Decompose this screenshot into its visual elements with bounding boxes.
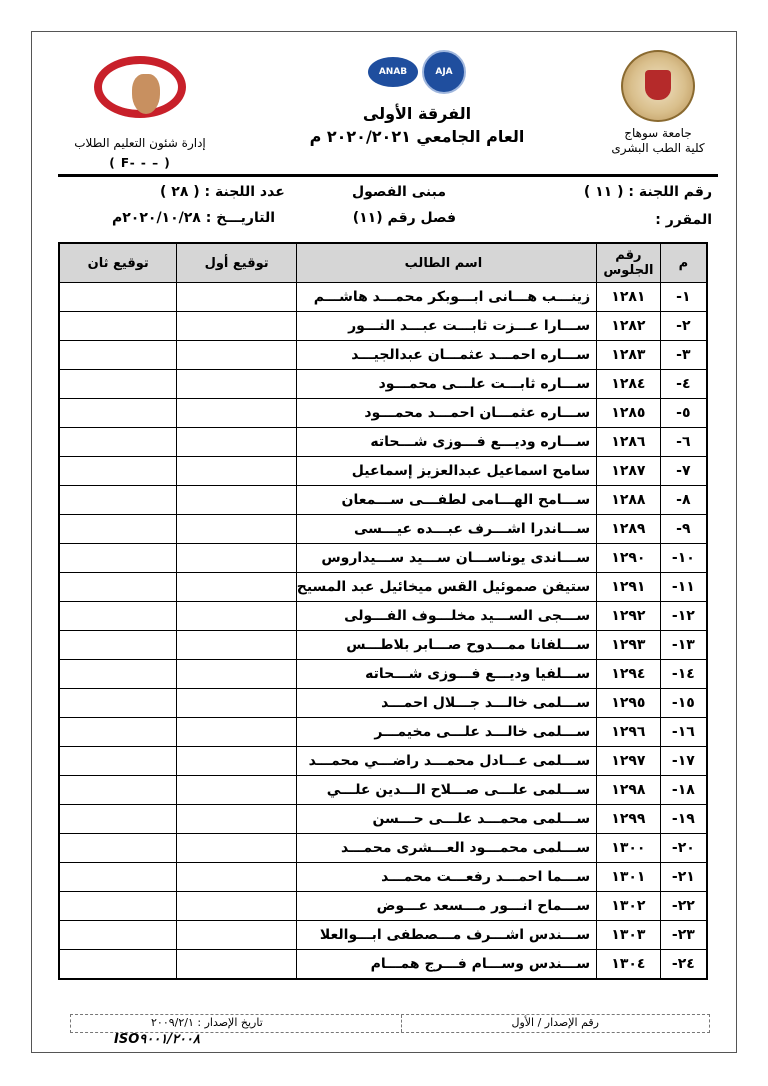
table-row — [59, 283, 707, 312]
row-index: ٧- — [660, 457, 707, 486]
iso-certification: ISO٩٠٠١/٢٠٠٨ — [114, 1032, 200, 1047]
seat-number: ١٢٩٤ — [597, 660, 661, 689]
first-signature-cell — [177, 457, 296, 486]
table-row — [59, 834, 707, 863]
student-name: ســـاندرا اشـــرف عبـــده عيـــسى — [296, 515, 596, 544]
student-name: سامح اسماعيل عبدالعزيز إسماعيل — [296, 457, 596, 486]
student-name: ســـاندى يوناســـان ســـيد ســـيداروس — [296, 544, 596, 573]
first-signature-cell — [177, 341, 296, 370]
row-index: ٢١- — [660, 863, 707, 892]
second-signature-cell — [59, 370, 177, 399]
table-row — [59, 399, 707, 428]
second-signature-cell — [59, 283, 177, 312]
second-signature-cell — [59, 660, 177, 689]
table-row — [59, 892, 707, 921]
second-signature-cell — [59, 892, 177, 921]
row-index: ٢٣- — [660, 921, 707, 950]
seat-number: ١٢٩٠ — [597, 544, 661, 573]
second-signature-cell — [59, 486, 177, 515]
seat-number: ١٢٩٨ — [597, 776, 661, 805]
table-row — [59, 544, 707, 573]
table-row — [59, 950, 707, 980]
student-name: ســـجى الســـيد مخلـــوف الفـــولى — [296, 602, 596, 631]
seat-number: ١٢٨٥ — [597, 399, 661, 428]
row-index: ١١- — [660, 573, 707, 602]
table-body — [59, 283, 707, 980]
seat-number: ١٣٠٤ — [597, 950, 661, 980]
row-index: ١٦- — [660, 718, 707, 747]
seat-number: ١٢٨٩ — [597, 515, 661, 544]
row-index: ٩- — [660, 515, 707, 544]
student-name: ســـاره ثابـــت علـــى محمـــود — [296, 370, 596, 399]
course-label: المقرر : — [655, 212, 712, 228]
table-row — [59, 660, 707, 689]
row-index: ٢٠- — [660, 834, 707, 863]
second-signature-cell — [59, 515, 177, 544]
first-signature-cell — [177, 283, 296, 312]
header — [32, 32, 736, 172]
row-index: ٤- — [660, 370, 707, 399]
second-signature-cell — [59, 457, 177, 486]
second-signature-cell — [59, 921, 177, 950]
table-row — [59, 689, 707, 718]
administration-name: إدارة شئون التعليم الطلاب — [74, 136, 206, 150]
building-name: مبنى الفصول — [352, 184, 446, 200]
second-signature-cell — [59, 950, 177, 980]
student-name: ســـماح انـــور مـــسعد عـــوض — [296, 892, 596, 921]
table-row — [59, 515, 707, 544]
student-name: ســـلمى خالـــد جـــلال احمـــد — [296, 689, 596, 718]
table-row — [59, 428, 707, 457]
seat-number: ١٣٠١ — [597, 863, 661, 892]
seat-number: ١٢٩٩ — [597, 805, 661, 834]
table-row — [59, 863, 707, 892]
table-row — [59, 312, 707, 341]
second-signature-cell — [59, 341, 177, 370]
administration-block — [60, 52, 220, 170]
first-signature-cell — [177, 399, 296, 428]
seat-number: ١٢٩٥ — [597, 689, 661, 718]
student-name: ســـامح الهـــامى لطفـــى ســـمعان — [296, 486, 596, 515]
student-name: ســـاره احمـــد عثمـــان عبدالجيـــد — [296, 341, 596, 370]
first-signature-cell — [177, 950, 296, 980]
seat-number: ١٢٨٦ — [597, 428, 661, 457]
first-signature-cell — [177, 921, 296, 950]
first-signature-cell — [177, 689, 296, 718]
first-signature-cell — [177, 602, 296, 631]
student-name: ســـما احمـــد رفعـــت محمـــد — [296, 863, 596, 892]
second-signature-cell — [59, 805, 177, 834]
row-index: ١- — [660, 283, 707, 312]
seat-number: ١٣٠٣ — [597, 921, 661, 950]
student-name: ســـاره عثمـــان احمـــد محمـــود — [296, 399, 596, 428]
faculty-name: كلية الطب البشرى — [611, 141, 705, 155]
first-signature-cell — [177, 747, 296, 776]
seat-number: ١٢٨٨ — [597, 486, 661, 515]
row-index: ١٠- — [660, 544, 707, 573]
student-name: ســـلمى خالـــد علـــى مخيمـــر — [296, 718, 596, 747]
form-code: ( F- - – ) — [109, 156, 171, 170]
exam-date: التاريـــخ : ٢٠٢٠/١٠/٢٨م — [112, 210, 275, 226]
table-row — [59, 457, 707, 486]
committee-count: عدد اللجنة : ( ٢٨ ) — [160, 184, 285, 200]
seat-number: ١٢٩٧ — [597, 747, 661, 776]
seat-number: ١٢٩١ — [597, 573, 661, 602]
seat-number: ١٢٨٤ — [597, 370, 661, 399]
row-index: ٨- — [660, 486, 707, 515]
seat-number: ١٢٨١ — [597, 283, 661, 312]
student-name: ســـاره وديـــع فـــوزى شـــحاته — [296, 428, 596, 457]
seat-number: ١٣٠٢ — [597, 892, 661, 921]
first-signature-cell — [177, 863, 296, 892]
second-signature-cell — [59, 428, 177, 457]
committee-info — [32, 184, 736, 244]
header-first-signature: توقيع أول — [177, 243, 296, 283]
student-name: ســـندس وســـام فـــرج همـــام — [296, 950, 596, 980]
student-name: ســـلمى محمـــد علـــى حـــسن — [296, 805, 596, 834]
row-index: ٢- — [660, 312, 707, 341]
header-divider — [58, 174, 718, 177]
second-signature-cell — [59, 747, 177, 776]
header-index: م — [660, 243, 707, 283]
student-name: ســـلفيا وديـــع فـــوزى شـــحاته — [296, 660, 596, 689]
second-signature-cell — [59, 834, 177, 863]
first-signature-cell — [177, 312, 296, 341]
first-signature-cell — [177, 834, 296, 863]
student-name: ســـلمى عـــادل محمـــد راضـــي محمـــد — [296, 747, 596, 776]
row-index: ١٨- — [660, 776, 707, 805]
first-signature-cell — [177, 718, 296, 747]
first-signature-cell — [177, 370, 296, 399]
seat-number: ١٣٠٠ — [597, 834, 661, 863]
academic-year: العام الجامعي ٢٠٢٠/٢٠٢١ م — [309, 127, 525, 146]
first-signature-cell — [177, 776, 296, 805]
table-row — [59, 776, 707, 805]
student-name: ستيفن صموئيل القس ميخائيل عبد المسيح — [296, 573, 596, 602]
seat-number: ١٢٩٢ — [597, 602, 661, 631]
table-row — [59, 370, 707, 399]
university-name: جامعة سوهاج — [624, 126, 692, 140]
row-index: ١٩- — [660, 805, 707, 834]
row-index: ٦- — [660, 428, 707, 457]
header-second-signature: توقيع ثان — [59, 243, 177, 283]
anab-badge-icon: ANAB — [368, 57, 418, 87]
row-index: ٢٢- — [660, 892, 707, 921]
second-signature-cell — [59, 863, 177, 892]
committee-number: رقم اللجنة : ( ١١ ) — [583, 184, 712, 200]
edition-number: رقم الإصدار / الأول — [511, 1016, 599, 1029]
table-row — [59, 341, 707, 370]
seat-number: ١٢٨٣ — [597, 341, 661, 370]
first-signature-cell — [177, 515, 296, 544]
faculty-block — [608, 50, 708, 156]
second-signature-cell — [59, 602, 177, 631]
first-signature-cell — [177, 573, 296, 602]
classroom-number: فصل رقم (١١) — [352, 210, 456, 226]
seat-number: ١٢٩٦ — [597, 718, 661, 747]
second-signature-cell — [59, 689, 177, 718]
year-level: الفرقة الأولى — [362, 104, 472, 123]
second-signature-cell — [59, 573, 177, 602]
header-center — [287, 50, 547, 146]
second-signature-cell — [59, 544, 177, 573]
table-row — [59, 573, 707, 602]
student-name: ســـندس اشـــرف مـــصطفى ابـــوالعلا — [296, 921, 596, 950]
second-signature-cell — [59, 631, 177, 660]
aja-badge-icon: AJA — [422, 50, 466, 94]
page-frame — [31, 31, 737, 1053]
first-signature-cell — [177, 805, 296, 834]
faculty-logo-icon — [80, 52, 200, 130]
table-header-row — [59, 243, 707, 283]
first-signature-cell — [177, 486, 296, 515]
first-signature-cell — [177, 660, 296, 689]
row-index: ١٥- — [660, 689, 707, 718]
first-signature-cell — [177, 892, 296, 921]
issue-date: تاريخ الإصدار : ٢٠٠٩/٢/١ — [151, 1016, 263, 1029]
table-row — [59, 486, 707, 515]
table-row — [59, 921, 707, 950]
row-index: ٣- — [660, 341, 707, 370]
seat-number: ١٢٨٧ — [597, 457, 661, 486]
row-index: ١٢- — [660, 602, 707, 631]
seat-number: ١٢٩٣ — [597, 631, 661, 660]
second-signature-cell — [59, 718, 177, 747]
row-index: ١٣- — [660, 631, 707, 660]
header-student-name: اسم الطالب — [296, 243, 596, 283]
header-seat-number: رقم الجلوس — [597, 243, 661, 283]
second-signature-cell — [59, 312, 177, 341]
row-index: ١٤- — [660, 660, 707, 689]
document-footer — [70, 1014, 710, 1033]
table-row — [59, 631, 707, 660]
student-name: زينـــب هـــانى ابـــوبكر محمـــد هاشـــم — [296, 283, 596, 312]
row-index: ١٧- — [660, 747, 707, 776]
student-name: ســـارا عـــزت ثابـــت عبـــد النـــور — [296, 312, 596, 341]
table-row — [59, 602, 707, 631]
second-signature-cell — [59, 399, 177, 428]
student-name: ســـلمى علـــى صـــلاح الـــدين علـــي — [296, 776, 596, 805]
table-row — [59, 747, 707, 776]
table-row — [59, 718, 707, 747]
student-name: ســـلفانا ممـــدوح صـــابر بلاطـــس — [296, 631, 596, 660]
attendance-table — [58, 242, 708, 980]
row-index: ٢٤- — [660, 950, 707, 980]
accreditation-badges — [287, 50, 547, 94]
first-signature-cell — [177, 544, 296, 573]
second-signature-cell — [59, 776, 177, 805]
student-name: ســـلمى محمـــود العـــشرى محمـــد — [296, 834, 596, 863]
university-seal-icon — [621, 50, 695, 122]
table-row — [59, 805, 707, 834]
first-signature-cell — [177, 428, 296, 457]
seat-number: ١٢٨٢ — [597, 312, 661, 341]
row-index: ٥- — [660, 399, 707, 428]
first-signature-cell — [177, 631, 296, 660]
